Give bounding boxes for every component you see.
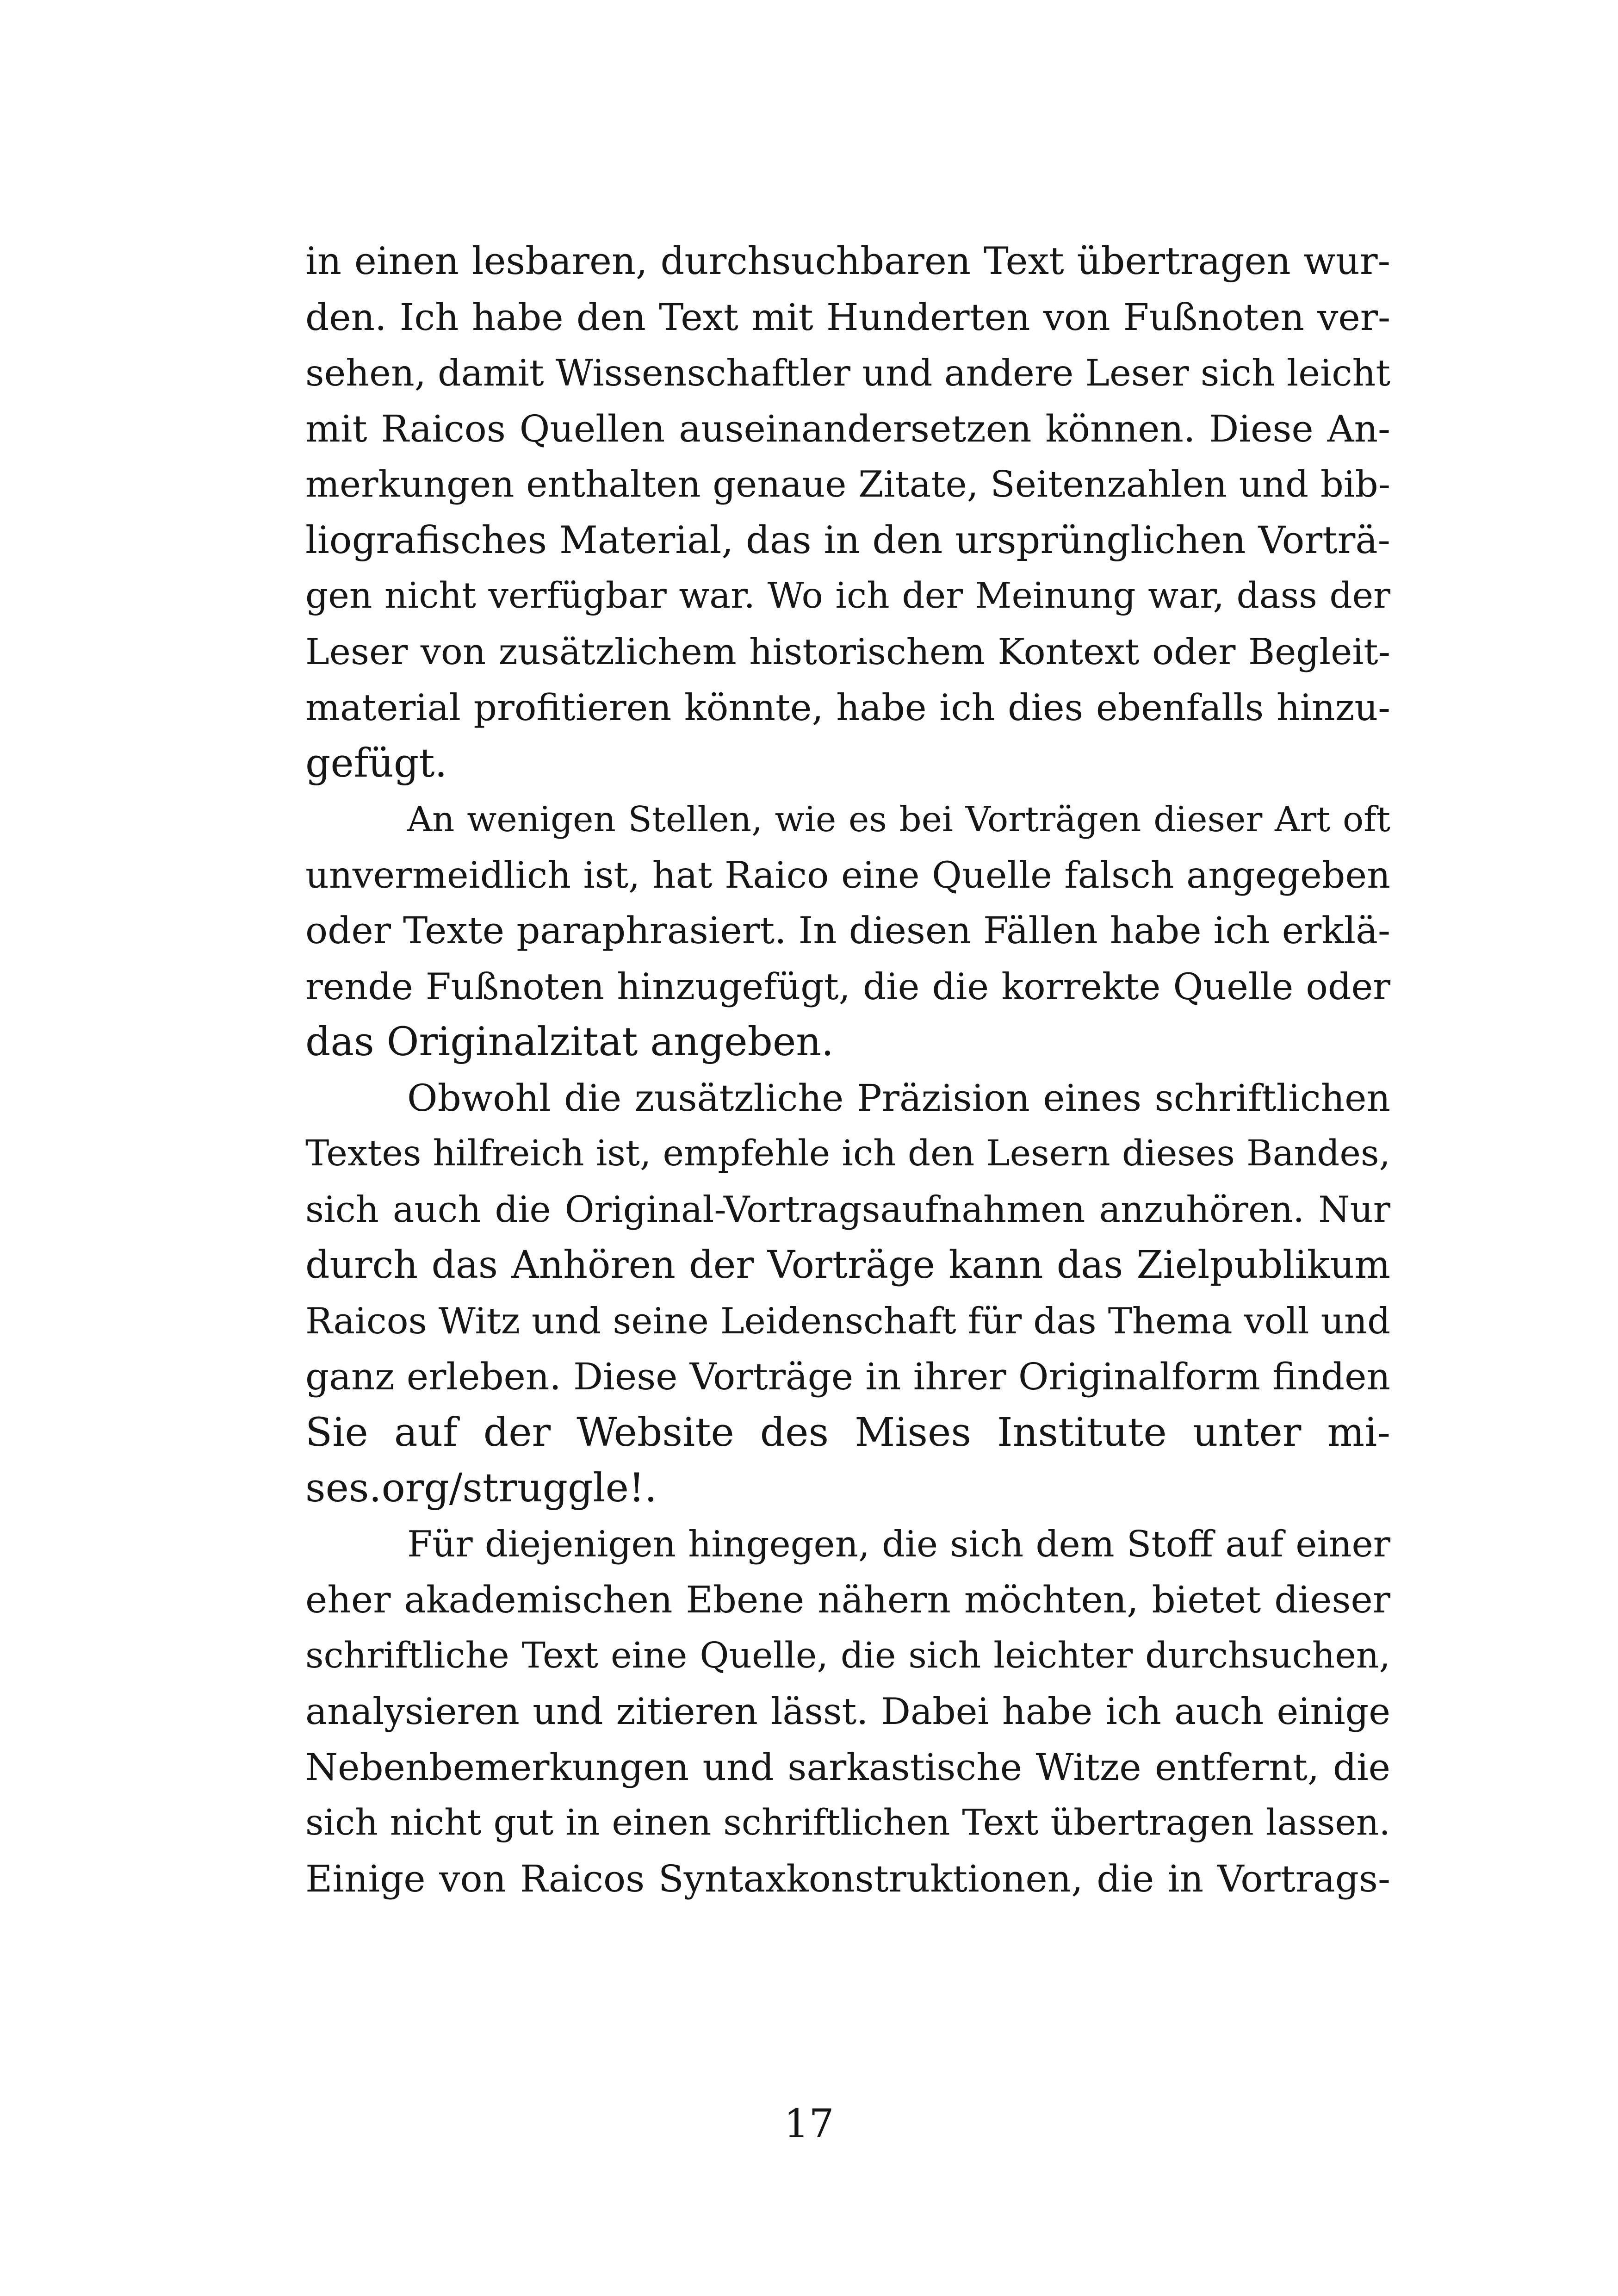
text-line: sich nicht gut in einen schriftlichen Text übertragen lassen.	[305, 1802, 1390, 1843]
text-line: in einen lesbaren, durchsuchbaren Text übertragen wur-	[305, 240, 1390, 283]
text-line: material profitieren könnte, habe ich dies ebenfalls hinzu-	[305, 686, 1390, 729]
text-line: An wenigen Stellen, wie es bei Vorträgen dieser Art oft	[407, 799, 1390, 840]
text-line: analysieren und zitieren lässt. Dabei habe ich auch einige	[305, 1690, 1390, 1733]
text-line: ses.org/struggle!.	[305, 1465, 657, 1511]
text-line: schriftliche Text eine Quelle, die sich leichter durchsuchen,	[305, 1635, 1390, 1676]
text-line: rende Fußnoten hinzugefügt, die die korrekte Quelle oder	[305, 965, 1390, 1008]
text-line: unvermeidlich ist, hat Raico eine Quelle falsch angegeben	[305, 853, 1390, 896]
text-line: merkungen enthalten genaue Zitate, Seitenzahlen und bib-	[305, 464, 1390, 505]
text-line: Nebenbemerkungen und sarkastische Witze entfernt, die	[305, 1745, 1390, 1789]
text-line: Raicos Witz und seine Leidenschaft für das Thema voll und	[305, 1300, 1390, 1342]
text-line: gefügt.	[305, 740, 447, 786]
text-line: Obwohl die zusätzliche Präzision eines schriftlichen	[407, 1076, 1390, 1120]
page-number: 17	[784, 2101, 834, 2147]
text-line: sich auch die Original-Vortragsaufnahmen anzuhören. Nur	[305, 1188, 1390, 1231]
text-line: eher akademischen Ebene nähern möchten, bietet dieser	[305, 1578, 1390, 1621]
body-text	[305, 234, 1390, 1907]
text-line: das Originalzitat angeben.	[305, 1019, 834, 1065]
text-line: Sie auf der Website des Mises Institute unter mi-	[305, 1409, 1390, 1456]
text-line: mit Raicos Quellen auseinandersetzen können. Diese An-	[305, 407, 1390, 450]
text-line: durch das Anhören der Vorträge kann das Zielpublikum	[305, 1243, 1390, 1287]
text-line: liografisches Material, das in den ursprünglichen Vorträ-	[305, 518, 1390, 562]
text-line: Für diejenigen hingegen, die sich dem Stoff auf einer	[407, 1523, 1390, 1565]
text-line: Textes hilfreich ist, empfehle ich den Lesern dieses Bandes,	[305, 1133, 1390, 1174]
text-line: Einige von Raicos Syntaxkonstruktionen, die in Vortrags-	[305, 1857, 1390, 1900]
text-line: ganz erleben. Diese Vorträge in ihrer Originalform finden	[305, 1355, 1390, 1398]
text-line: gen nicht verfügbar war. Wo ich der Meinung war, dass der	[305, 575, 1390, 616]
text-line: oder Texte paraphrasiert. In diesen Fällen habe ich erklä-	[305, 909, 1390, 952]
text-line: den. Ich habe den Text mit Hunderten von Fußnoten ver-	[305, 295, 1390, 339]
text-line: sehen, damit Wissenschaftler und andere Leser sich leicht	[305, 352, 1391, 394]
text-line: Leser von zusätzlichem historischem Kontext oder Begleit-	[305, 631, 1390, 673]
